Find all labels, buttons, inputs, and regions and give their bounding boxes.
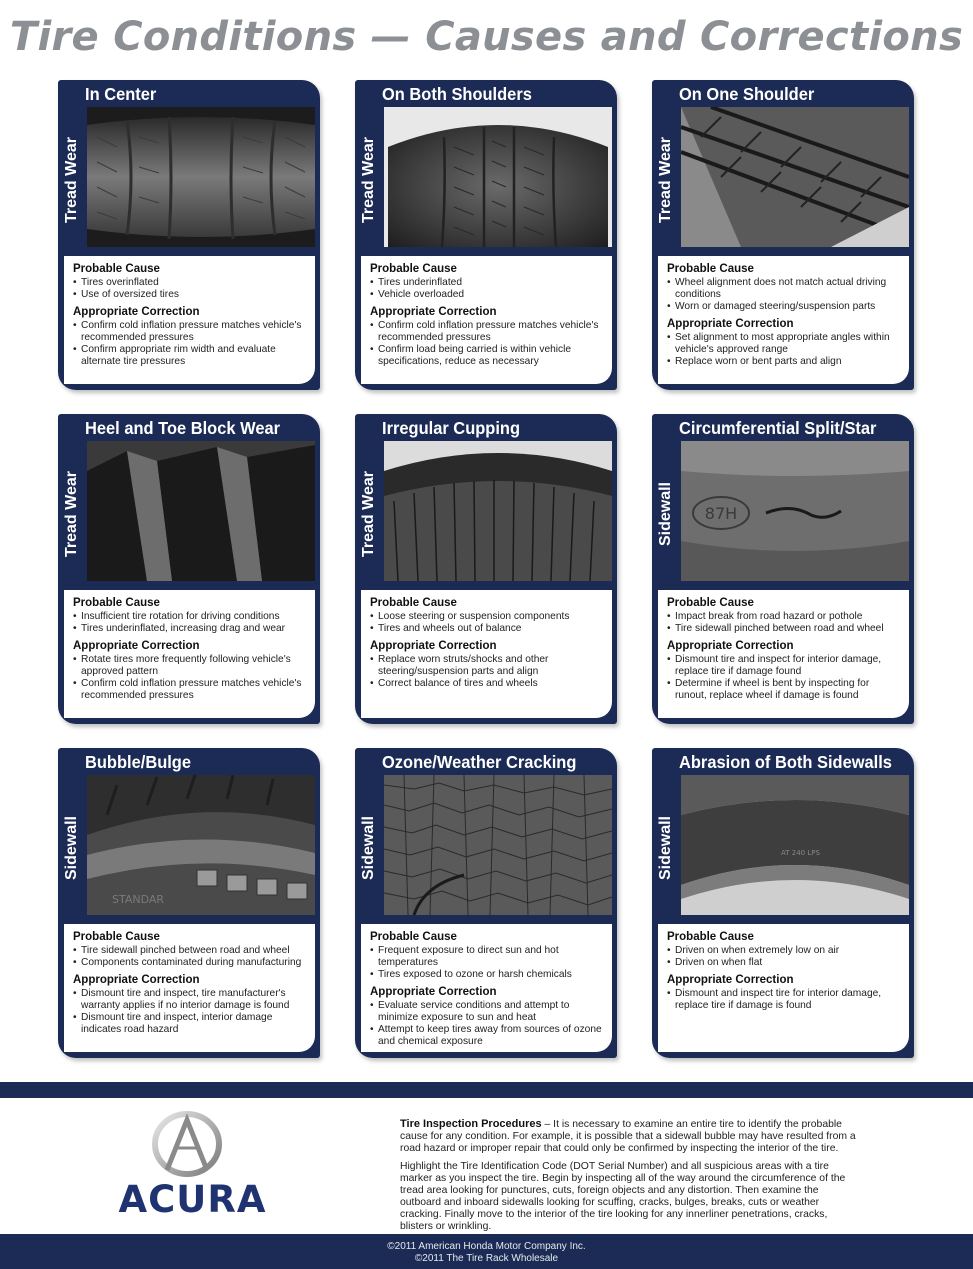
copyright-band: [0, 1234, 973, 1269]
info-panel: [658, 924, 909, 1052]
correction-heading: Appropriate Correction: [73, 640, 200, 652]
cause-heading: Probable Cause: [73, 597, 160, 609]
cause-item: • Insufficient tire rotation for driving conditions: [73, 611, 309, 623]
tire-photo-center-wear: [87, 107, 315, 247]
inspection-procedures: [400, 1118, 860, 1239]
category-label: Sidewall: [657, 481, 674, 547]
correction-heading: Appropriate Correction: [667, 640, 794, 652]
info-panel: [361, 924, 612, 1052]
category-label: Sidewall: [657, 815, 674, 881]
cause-heading: Probable Cause: [370, 597, 457, 609]
card-heel-and-toe-block-wear: [58, 414, 320, 724]
tire-photo-cracking: [384, 775, 612, 915]
card-title: On One Shoulder: [679, 84, 815, 104]
correction-item: • Confirm appropriate rim width and evaluate alternate tire pressures: [73, 344, 309, 368]
card-title: On Both Shoulders: [382, 84, 532, 104]
correction-item: • Confirm cold inflation pressure matches vehicle's recommended pressures: [73, 678, 309, 702]
cause-item: • Tire sidewall pinched between road and wheel: [667, 623, 903, 635]
tire-photo-heel-toe-wear: [87, 441, 315, 581]
cause-heading: Probable Cause: [370, 931, 457, 943]
correction-item: • Dismount tire and inspect, tire manufacturer's warranty applies if no interior damage is found: [73, 988, 309, 1012]
correction-heading: Appropriate Correction: [370, 986, 497, 998]
procedures-detail: Highlight the Tire Identification Code (DOT Serial Number) and all suspicious areas with a tire marker as you inspect the tire. Begin by inspecting all of the way around the circumference of the tread area looking for punctures, cuts, foreign objects and any distortion. Then examine the outboard and inboard sidewalls looking for scuffing, cracks, bulges, breaks, cuts or weather cracking. Finally move to the interior of the tire looking for any innerliner penetrations, cracks, blisters or wrinkling.: [400, 1161, 846, 1232]
cause-heading: Probable Cause: [73, 931, 160, 943]
correction-item: • Attempt to keep tires away from sources of ozone and chemical exposure: [370, 1024, 606, 1048]
copyright-line: ©2011 American Honda Motor Company Inc.: [387, 1241, 586, 1252]
cause-item: • Tires and wheels out of balance: [370, 623, 606, 635]
cause-item: • Tire sidewall pinched between road and wheel: [73, 945, 309, 957]
correction-item: • Determine if wheel is bent by inspecting for runout, replace wheel if damage is found: [667, 678, 903, 702]
correction-heading: Appropriate Correction: [370, 640, 497, 652]
cause-item: • Tires exposed to ozone or harsh chemicals: [370, 969, 606, 981]
card-circumferential-split: [652, 414, 914, 724]
page-title: Tire Conditions — Causes and Corrections: [9, 14, 964, 60]
correction-item: • Replace worn struts/shocks and other steering/suspension parts and align: [370, 654, 606, 678]
correction-heading: Appropriate Correction: [667, 974, 794, 986]
card-irregular-cupping: [355, 414, 617, 724]
info-panel: [658, 256, 909, 384]
cause-item: • Vehicle overloaded: [370, 289, 606, 301]
cause-item: • Tires underinflated: [370, 277, 606, 289]
card-on-both-shoulders: [355, 80, 617, 390]
cause-heading: Probable Cause: [667, 263, 754, 275]
cause-item: • Tires overinflated: [73, 277, 309, 289]
category-label: Tread Wear: [63, 471, 80, 557]
cause-heading: Probable Cause: [667, 931, 754, 943]
category-label: Tread Wear: [360, 137, 377, 223]
category-label: Tread Wear: [63, 137, 80, 223]
card-title: Heel and Toe Block Wear: [85, 418, 281, 438]
card-on-one-shoulder: [652, 80, 914, 390]
tire-photo-bubble: [87, 775, 315, 915]
card-abrasion-of-both-sidewalls: [652, 748, 914, 1058]
card-title: Ozone/Weather Cracking: [382, 752, 577, 772]
category-label: Tread Wear: [360, 471, 377, 557]
procedures-heading: Tire Inspection Procedures: [400, 1118, 542, 1130]
card-in-center: [58, 80, 320, 390]
card-title: Abrasion of Both Sidewalls: [679, 752, 892, 772]
tire-photo-one-shoulder-wear: [681, 107, 909, 247]
cause-item: • Impact break from road hazard or pothole: [667, 611, 903, 623]
tire-photo-abrasion: [681, 775, 909, 915]
correction-item: • Set alignment to most appropriate angles within vehicle's approved range: [667, 332, 903, 356]
card-bubble-bulge: [58, 748, 320, 1058]
info-panel: [361, 256, 612, 384]
tire-photo-sidewall-split: [681, 441, 909, 581]
correction-heading: Appropriate Correction: [667, 318, 794, 330]
category-label: Tread Wear: [657, 137, 674, 223]
sidewall-code-text: 87H: [704, 504, 738, 523]
correction-item: • Dismount tire and inspect for interior damage, replace tire if damage found: [667, 654, 903, 678]
cause-heading: Probable Cause: [73, 263, 160, 275]
info-panel: [361, 590, 612, 718]
correction-heading: Appropriate Correction: [73, 306, 200, 318]
cause-item: • Tires underinflated, increasing drag and wear: [73, 623, 309, 635]
cause-heading: Probable Cause: [667, 597, 754, 609]
info-panel: [64, 256, 315, 384]
correction-item: • Dismount tire and inspect, interior damage indicates road hazard: [73, 1012, 309, 1036]
info-panel: [64, 924, 315, 1052]
cause-item: • Use of oversized tires: [73, 289, 309, 301]
category-label: Sidewall: [63, 815, 80, 881]
correction-item: • Evaluate service conditions and attempt to minimize exposure to sun and heat: [370, 1000, 606, 1024]
cause-item: • Worn or damaged steering/suspension parts: [667, 301, 903, 313]
footer-divider-band: [0, 1082, 973, 1098]
cause-item: • Frequent exposure to direct sun and hot temperatures: [370, 945, 606, 969]
tire-photo-shoulder-wear: [384, 107, 612, 247]
card-title: Bubble/Bulge: [85, 752, 192, 772]
correction-item: • Dismount and inspect tire for interior damage, replace tire if damage is found: [667, 988, 903, 1012]
sidewall-code-text: AT 240 LPS: [781, 849, 820, 857]
copyright-line: ©2011 The Tire Rack Wholesale: [414, 1253, 559, 1264]
card-title: Irregular Cupping: [382, 418, 521, 438]
cause-item: • Driven on when flat: [667, 957, 903, 969]
correction-item: • Confirm cold inflation pressure matches vehicle's recommended pressures: [370, 320, 606, 344]
cause-item: • Components contaminated during manufacturing: [73, 957, 309, 969]
correction-heading: Appropriate Correction: [73, 974, 200, 986]
correction-item: • Confirm load being carried is within vehicle specifications, reduce as necessary: [370, 344, 606, 368]
card-ozone-weather-cracking: [355, 748, 617, 1058]
sidewall-brand-text: STANDAR: [112, 893, 165, 906]
cause-item: • Driven on when extremely low on air: [667, 945, 903, 957]
cause-item: • Wheel alignment does not match actual driving conditions: [667, 277, 903, 301]
tire-photo-cupping: [384, 441, 612, 581]
correction-item: • Confirm cold inflation pressure matches vehicle's recommended pressures: [73, 320, 309, 344]
info-panel: [658, 590, 909, 718]
card-title: Circumferential Split/Star: [679, 418, 877, 438]
correction-heading: Appropriate Correction: [370, 306, 497, 318]
brand-wordmark: ACURA: [118, 1178, 267, 1221]
correction-item: • Replace worn or bent parts and align: [667, 356, 903, 368]
cause-heading: Probable Cause: [370, 263, 457, 275]
cause-item: • Loose steering or suspension components: [370, 611, 606, 623]
category-label: Sidewall: [360, 815, 377, 881]
correction-item: • Rotate tires more frequently following vehicle's approved pattern: [73, 654, 309, 678]
procedures-intro: – It is necessary to examine an entire tire to identify the probable cause for any condition. For example, it is possible that a sidewall bubble may have resulted from a road hazard or improper repair that could only be confirmed by inspecting the interior of the tire.: [400, 1119, 856, 1154]
info-panel: [64, 590, 315, 718]
correction-item: • Correct balance of tires and wheels: [370, 678, 606, 690]
card-title: In Center: [85, 84, 157, 104]
